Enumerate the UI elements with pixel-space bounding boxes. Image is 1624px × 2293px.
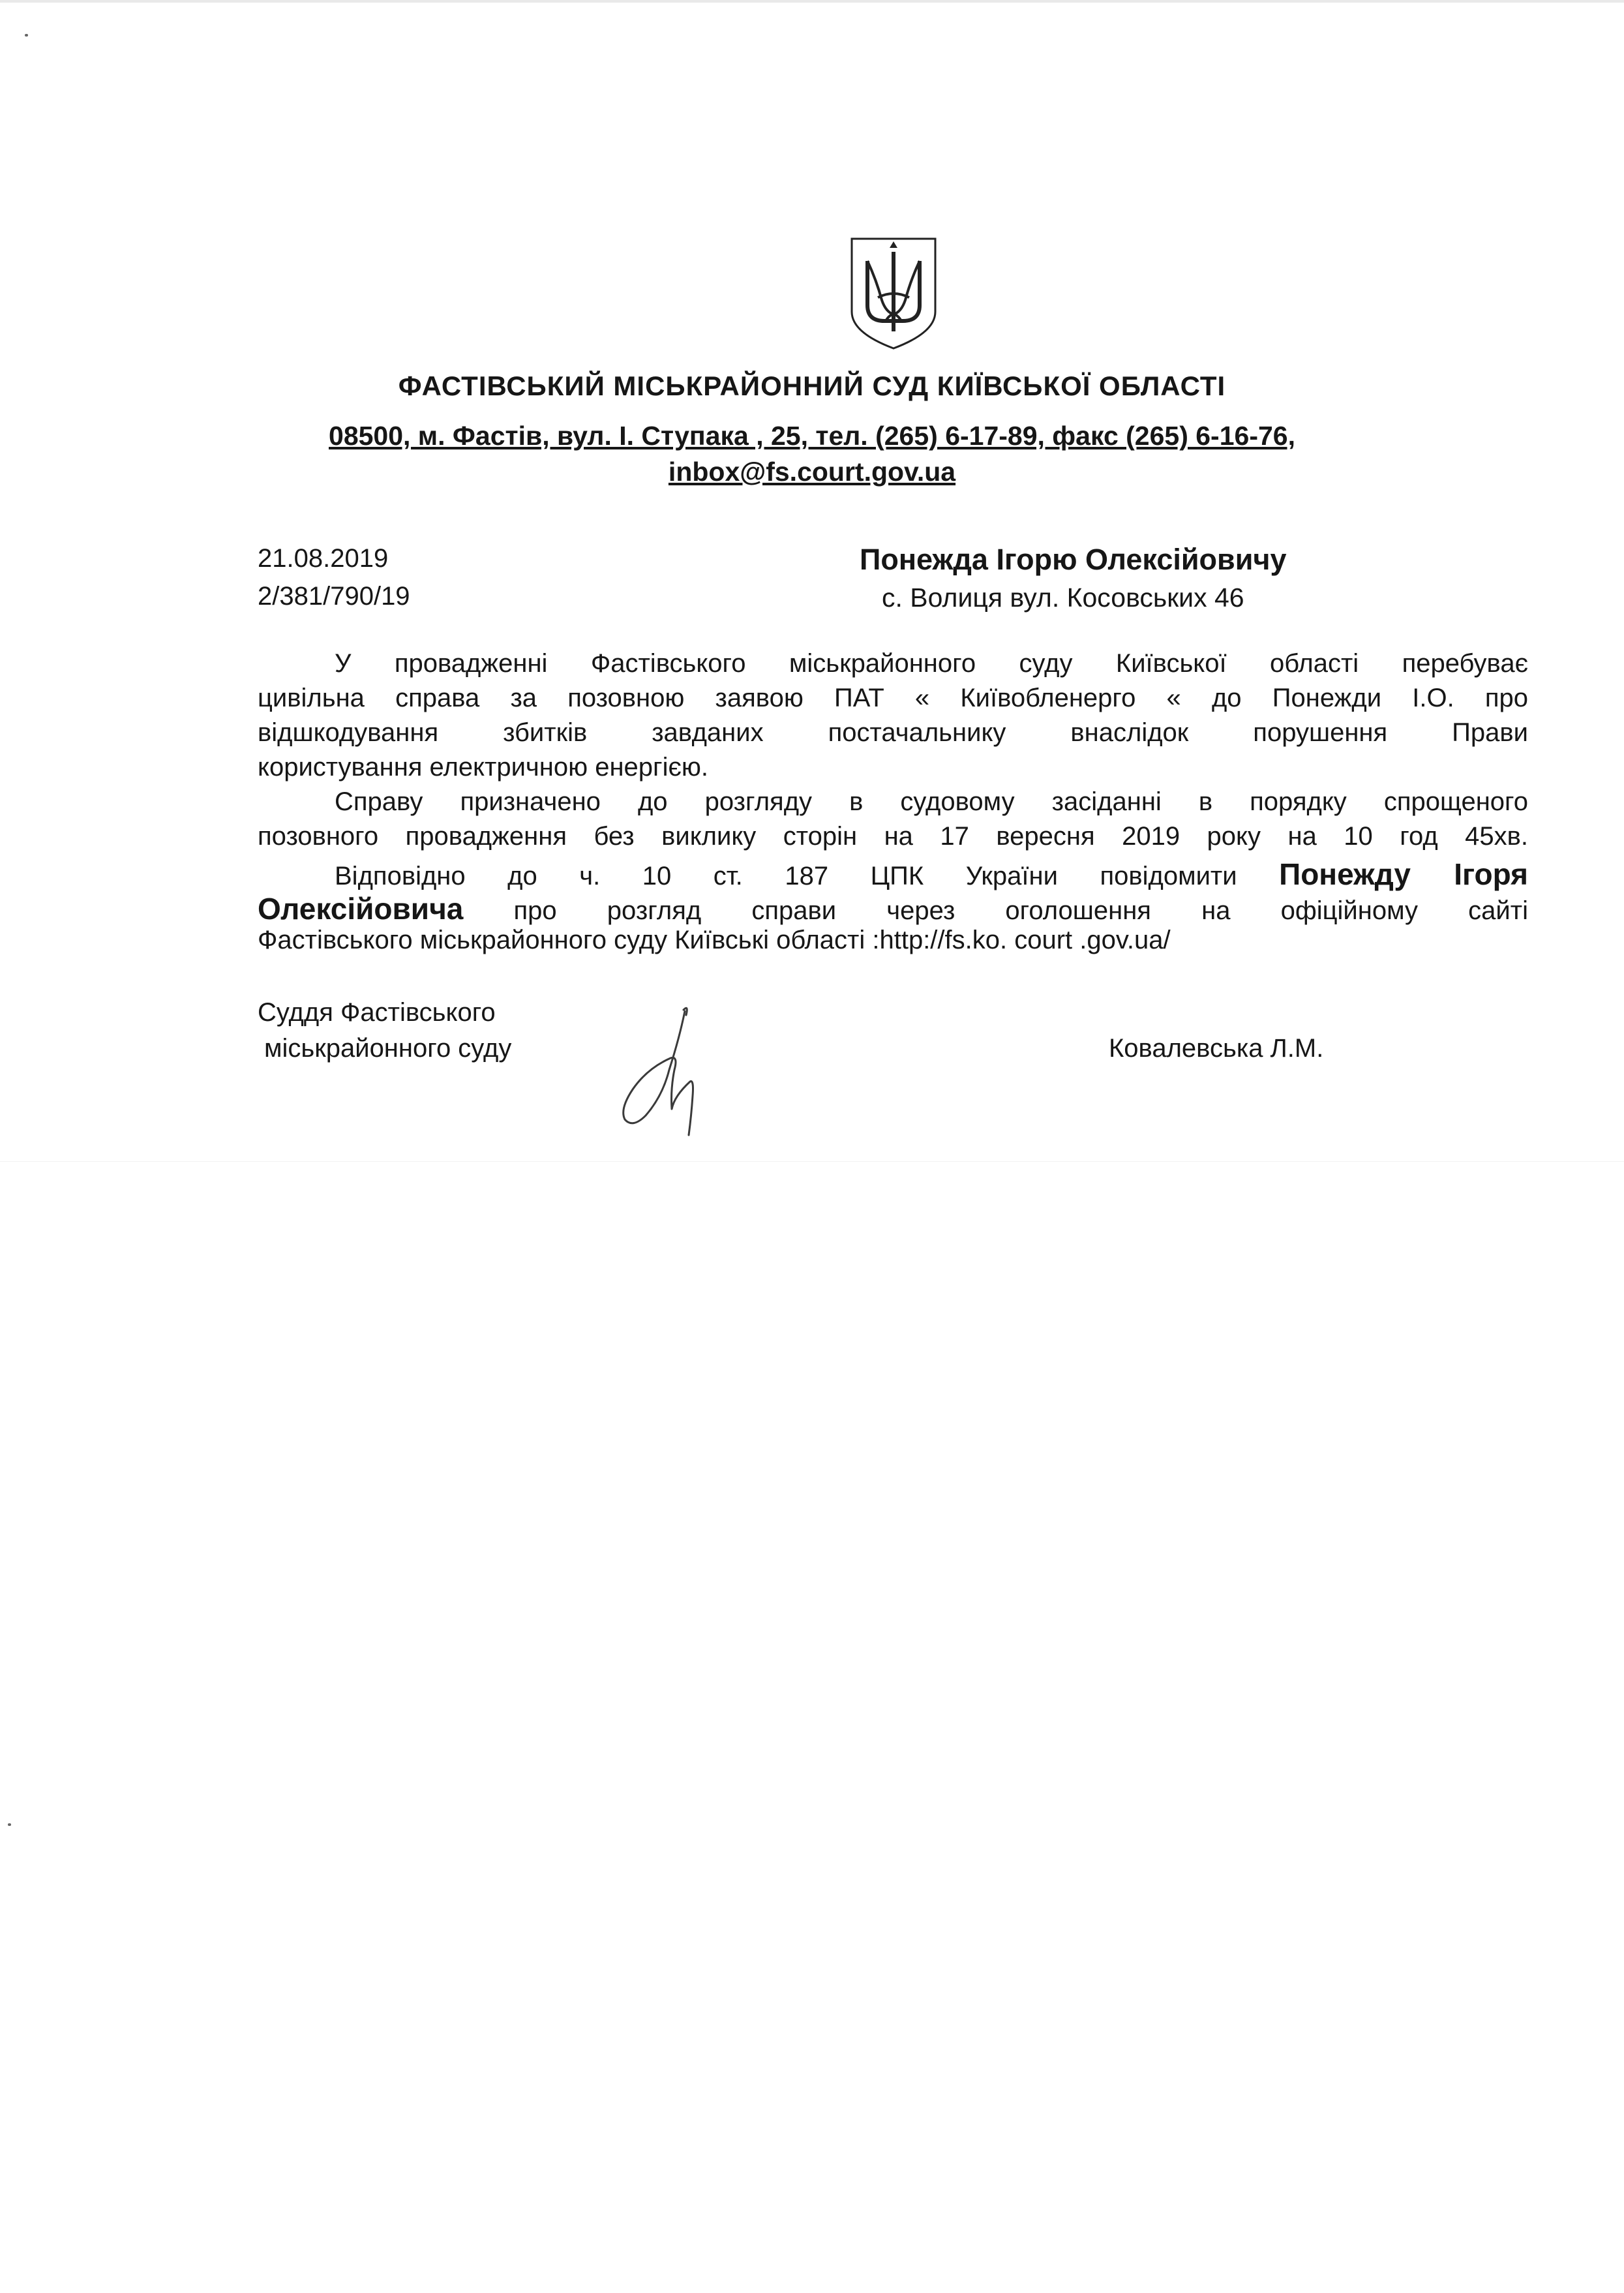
recipient-address: с. Волиця вул. Косовських 46 (882, 583, 1244, 613)
notice-text: про розгляд справи через оголошення на офіційному сайті (513, 896, 1528, 925)
paragraph-line: Фастівського міськрайонного суду Київські області :http://fs.ko. court .gov.ua/ (258, 926, 1171, 954)
paragraph-line: цивільна справа за позовною заявою ПАТ « Київобленерго « до Понежди І.О. про (258, 684, 1528, 712)
scan-speck (8, 1823, 11, 1826)
paragraph-line: Справу призначено до розгляду в судовому засіданні в порядку спрощеного (335, 787, 1528, 816)
paragraph-line (258, 857, 1528, 890)
scan-top-edge (0, 0, 1624, 3)
scan-speck (25, 34, 28, 37)
court-name-heading: ФАСТІВСЬКИЙ МІСЬКРАЙОННИЙ СУД КИЇВСЬКОЇ ОБЛАСТІ (398, 371, 1226, 401)
defendant-patronymic-bold: Олексійовича (258, 892, 464, 926)
handwritten-signature (607, 998, 730, 1142)
court-email: inbox@fs.court.gov.ua (668, 457, 956, 487)
paragraph-line (258, 891, 1528, 925)
case-number: 2/381/790/19 (258, 582, 410, 611)
paragraph-line: позовного провадження без виклику сторін на 17 вересня 2019 року на 10 год 45хв. (258, 822, 1528, 851)
recipient-name: Понежда Ігорю Олексійовичу (860, 543, 1287, 576)
paragraph-line: У провадженні Фастівського міськрайонного суду Київської області перебуває (335, 649, 1528, 678)
signer-title-line2: міськрайонного суду (264, 1034, 512, 1063)
paragraph-line: відшкодування збитків завданих постачальнику внаслідок порушення Прави (258, 718, 1528, 747)
paper-fold-line (0, 1161, 1624, 1162)
signer-title-line1: Суддя Фастівського (258, 998, 496, 1027)
letter-date: 21.08.2019 (258, 544, 389, 573)
notice-text: Відповідно до ч. 10 ст. 187 ЦПК України повідомити (335, 862, 1237, 890)
paragraph-line: користування електричною енергією. (258, 753, 709, 782)
judge-name: Ковалевська Л.М. (1109, 1034, 1324, 1063)
trident-coat-of-arms-icon (848, 235, 939, 352)
defendant-name-bold: Понежду Ігоря (1279, 857, 1528, 891)
court-address: 08500, м. Фастів, вул. І. Ступака , 25, тел. (265) 6-17-89, факс (265) 6-16-76, (329, 421, 1295, 451)
